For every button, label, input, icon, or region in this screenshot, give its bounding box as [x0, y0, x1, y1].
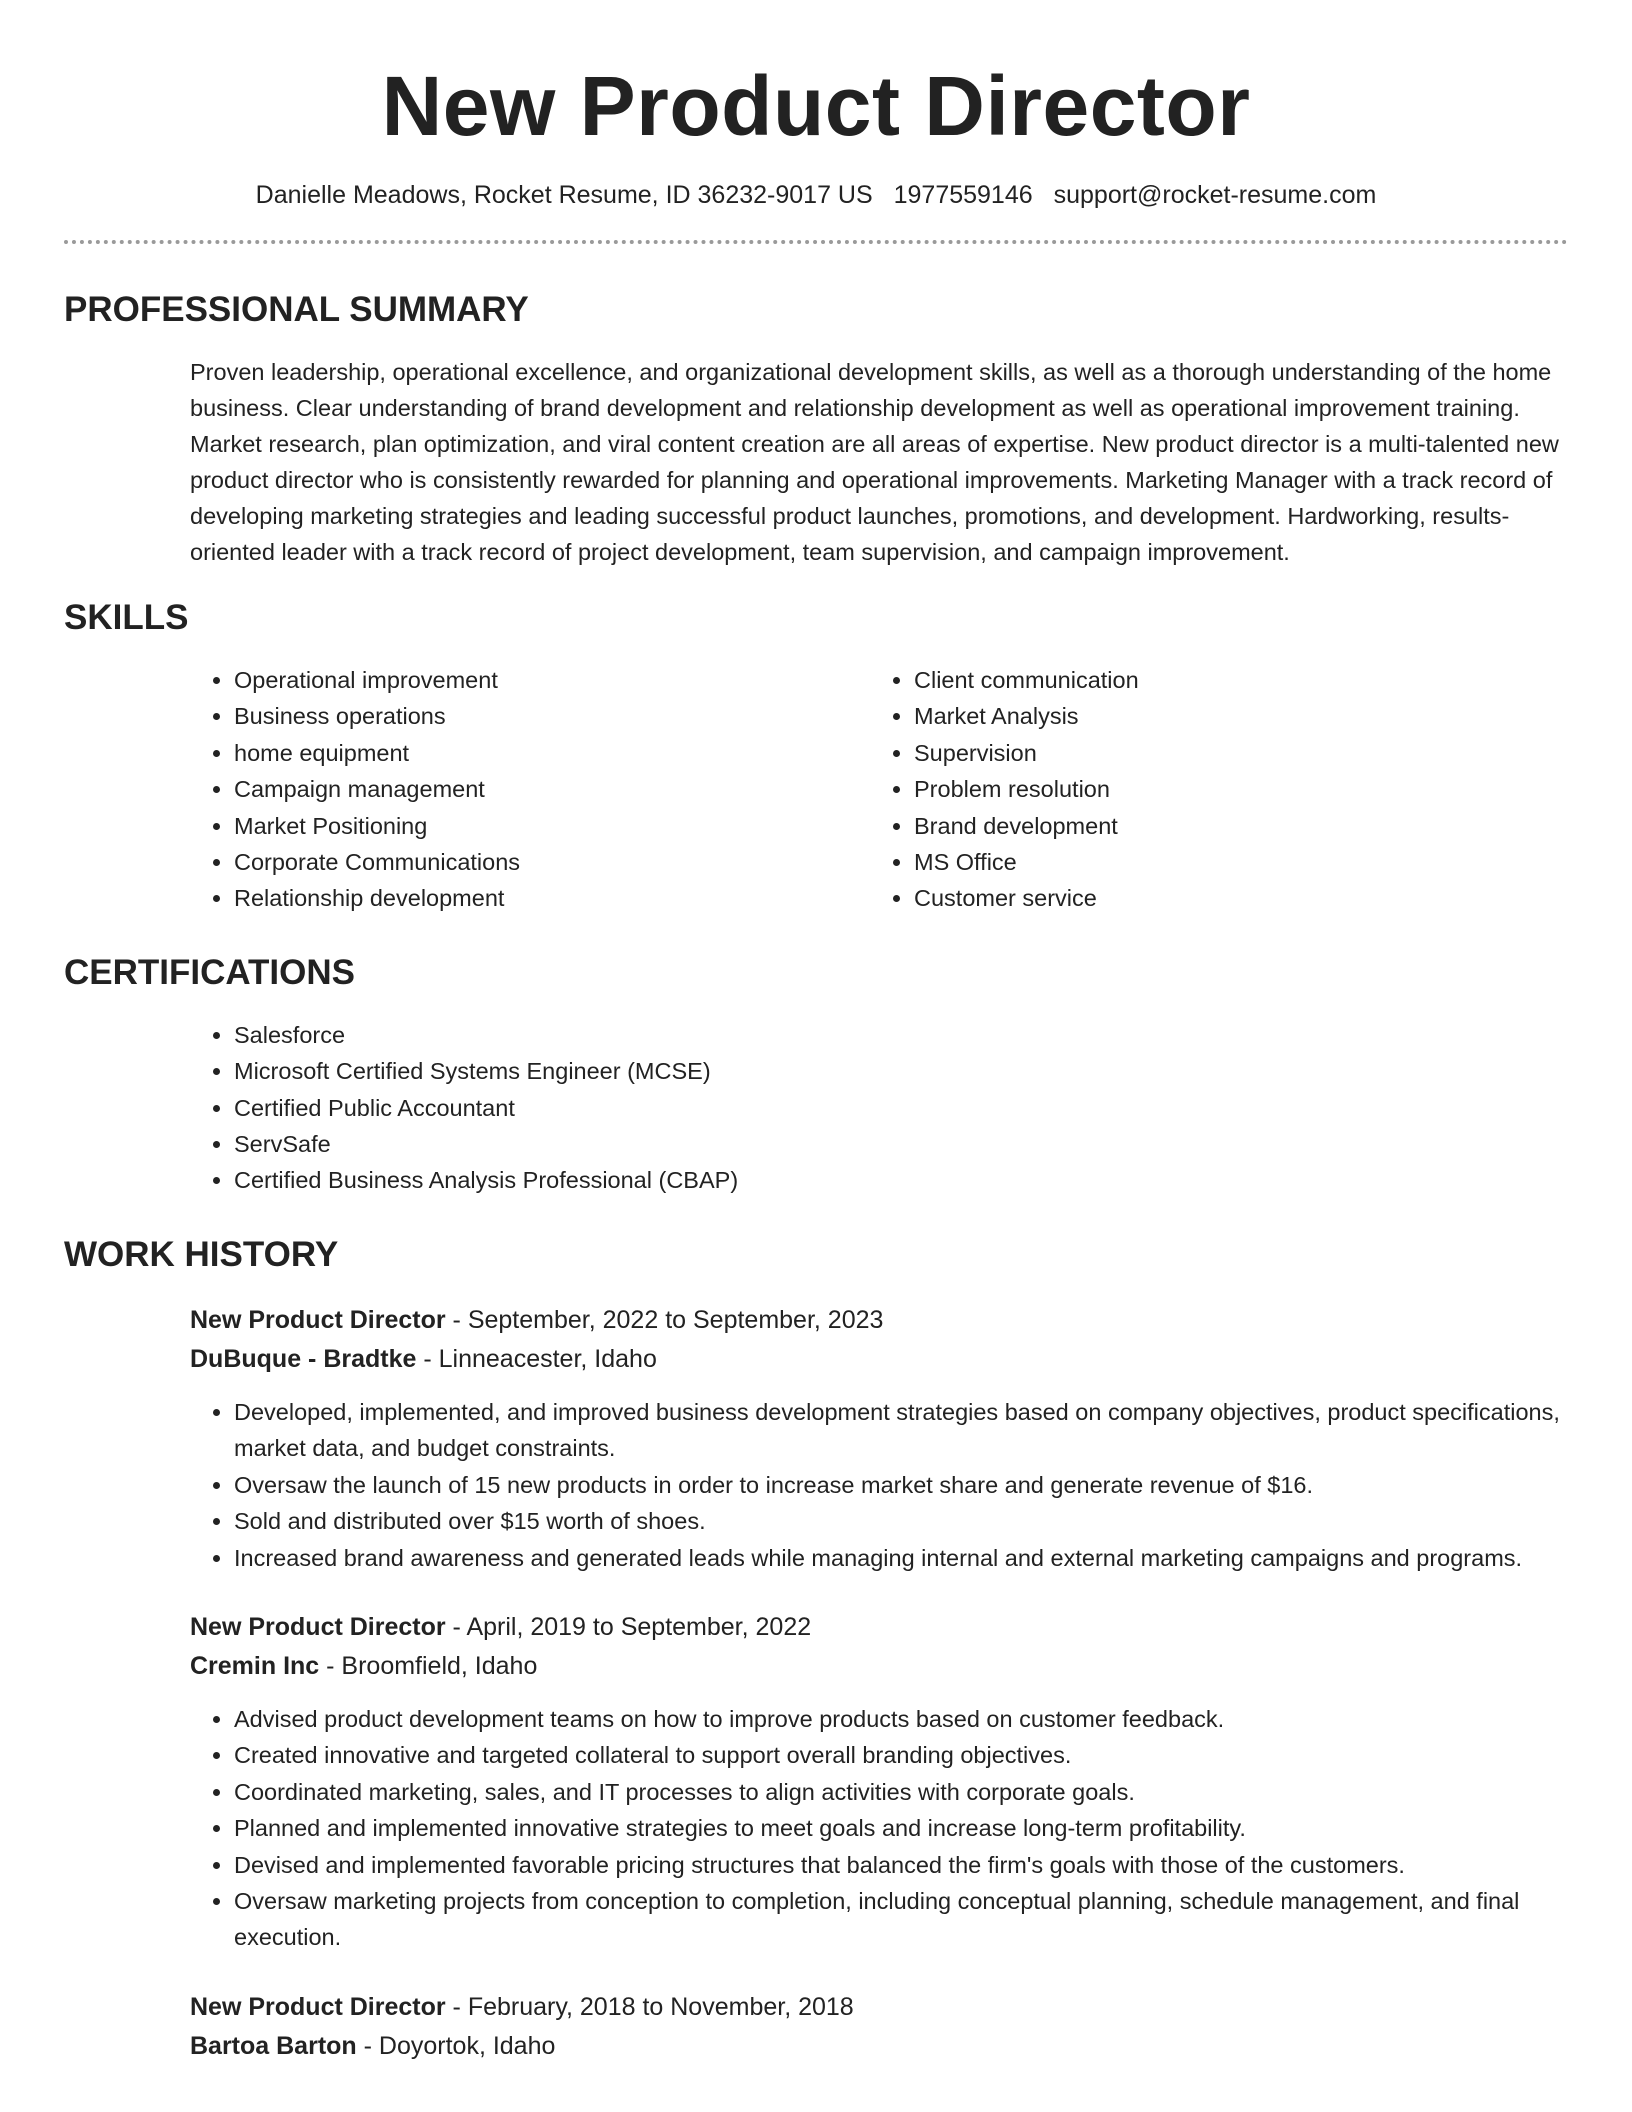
skill-item: • Corporate Communications [234, 844, 870, 880]
job-company: Cremin Inc [190, 1651, 320, 1680]
job-title-line [190, 1988, 1568, 2027]
summary-heading: PROFESSIONAL SUMMARY [64, 290, 529, 329]
job-bullet: • Developed, implemented, and improved business development strategies based on company objectives, product specifications, market data, and budget constraints. [234, 1394, 1568, 1467]
job-bullet: • Oversaw marketing projects from conception to completion, including conceptual planning, schedule management, and final execution. [234, 1883, 1568, 1956]
certifications-list [190, 1017, 1568, 1199]
skill-item: • Problem resolution [914, 771, 1550, 807]
job-title-line [190, 1301, 1568, 1340]
job-location: - Broomfield, Idaho [319, 1651, 538, 1680]
job-title: New Product Director [190, 1305, 446, 1334]
job-bullet: • Devised and implemented favorable pricing structures that balanced the firm's goals with those of the customers. [234, 1847, 1568, 1883]
skill-item: • Market Analysis [914, 698, 1550, 734]
job-title: New Product Director [190, 1612, 446, 1641]
job-entry [190, 1608, 1568, 1956]
work-history-section [190, 1301, 1568, 2066]
job-title: New Product Director [190, 1992, 446, 2021]
job-company-line [190, 1647, 1568, 1686]
skills-list-right [870, 662, 1550, 917]
certifications-heading: CERTIFICATIONS [64, 952, 356, 992]
job-bullet: • Coordinated marketing, sales, and IT processes to align activities with corporate goals. [234, 1774, 1568, 1810]
job-entry [190, 1301, 1568, 1576]
work-history-heading: WORK HISTORY [64, 1234, 339, 1274]
skill-item: • Customer service [914, 880, 1550, 916]
certification-item: • Certified Business Analysis Professional (CBAP) [234, 1162, 1568, 1198]
job-bullet: • Oversaw the launch of 15 new products in order to increase market share and generate revenue of $16. [234, 1467, 1568, 1503]
job-bullet: • Created innovative and targeted collateral to support overall branding objectives. [234, 1737, 1568, 1773]
skill-item: • home equipment [234, 735, 870, 771]
job-bullet: • Planned and implemented innovative strategies to meet goals and increase long-term profitability. [234, 1810, 1568, 1846]
skills-column-left [190, 662, 870, 917]
skill-item: • Operational improvement [234, 662, 870, 698]
certification-item: • Certified Public Accountant [234, 1090, 1568, 1126]
job-dates: - September, 2022 to September, 2023 [445, 1305, 884, 1334]
skill-item: • Brand development [914, 808, 1550, 844]
job-company-line [190, 2027, 1568, 2066]
skill-item: • Campaign management [234, 771, 870, 807]
job-dates: - April, 2019 to September, 2022 [445, 1612, 812, 1641]
contact-phone: 1977559146 [893, 181, 1033, 209]
skills-column-right [870, 662, 1550, 917]
job-entry [190, 1988, 1568, 2066]
job-dates: - February, 2018 to November, 2018 [445, 1992, 854, 2021]
skills-grid [190, 662, 1568, 917]
job-location: - Linneacester, Idaho [416, 1344, 657, 1373]
skills-heading: SKILLS [64, 598, 189, 637]
contact-email: support@rocket-resume.com [1053, 181, 1377, 209]
job-bullets [190, 1394, 1568, 1576]
job-bullet: • Increased brand awareness and generated leads while managing internal and external marketing campaigns and programs. [234, 1540, 1568, 1576]
job-title-line [190, 1608, 1568, 1647]
resume-title: New Product Director [381, 59, 1251, 153]
skill-item: • Supervision [914, 735, 1550, 771]
skill-item: • Market Positioning [234, 808, 870, 844]
skills-list-left [190, 662, 870, 917]
summary-section [190, 354, 1568, 570]
skill-item: • Business operations [234, 698, 870, 734]
header-divider [64, 240, 1568, 244]
job-bullet: • Sold and distributed over $15 worth of shoes. [234, 1503, 1568, 1539]
job-company-line [190, 1340, 1568, 1379]
certification-item: • Microsoft Certified Systems Engineer (MCSE) [234, 1053, 1568, 1089]
certification-item: • Salesforce [234, 1017, 1568, 1053]
contact-address: Danielle Meadows, Rocket Resume, ID 36232-9017 US [255, 181, 873, 209]
job-company: DuBuque - Bradtke [190, 1344, 417, 1373]
contact-line [64, 178, 1568, 212]
summary-text: Proven leadership, operational excellence, and organizational development skills, as well as a thorough understanding of the home business. Clear understanding of brand development and relationship development as well as operational improvement training. Market research, plan optimization, and viral content creation are all areas of expertise. New product director is a multi-talented new product director who is consistently rewarded for planning and operational improvements. Marketing Manager with a track record of developing marketing strategies and leading successful product launches, promotions, and development. Hardworking, results-oriented leader with a track record of project development, team supervision, and campaign improvement. [190, 359, 1559, 565]
certifications-section [190, 1017, 1568, 1199]
skill-item: • Relationship development [234, 880, 870, 916]
certification-item: • ServSafe [234, 1126, 1568, 1162]
skill-item: • Client communication [914, 662, 1550, 698]
skill-item: • MS Office [914, 844, 1550, 880]
job-location: - Doyortok, Idaho [356, 2031, 556, 2060]
job-bullet: • Advised product development teams on how to improve products based on customer feedback. [234, 1701, 1568, 1737]
job-bullets [190, 1701, 1568, 1956]
job-company: Bartoa Barton [190, 2031, 357, 2060]
